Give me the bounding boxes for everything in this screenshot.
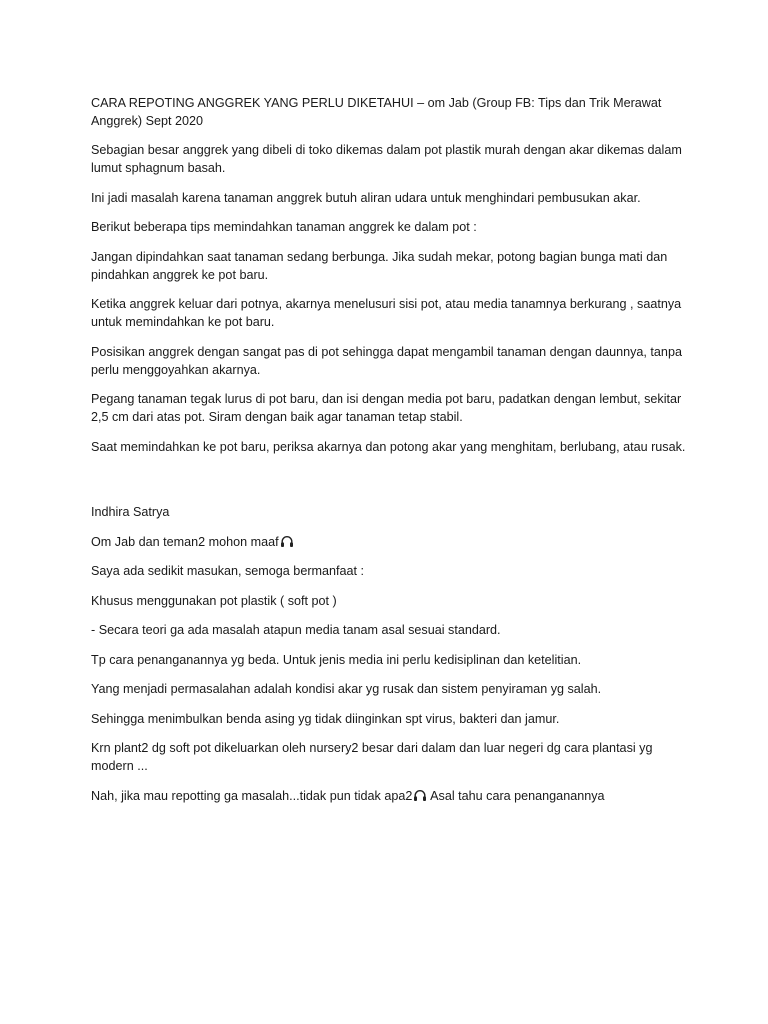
- paragraph: Sebagian besar anggrek yang dibeli di toko dikemas dalam pot plastik murah dengan akar dikemas dalam lumut sphagnum basah.: [91, 143, 682, 175]
- comment-greeting-line: [91, 533, 691, 551]
- comment-greeting: Om Jab dan teman2 mohon maaf: [91, 534, 279, 549]
- paragraph: Saat memindahkan ke pot baru, periksa akarnya dan potong akar yang menghitam, berlubang, atau rusak.: [91, 439, 686, 454]
- paragraph: Pegang tanaman tegak lurus di pot baru, dan isi dengan media pot baru, padatkan dengan lembut, sekitar 2,5 cm dari atas pot. Siram dengan baik agar tanaman tetap stabil.: [91, 392, 682, 424]
- comment-line: Krn plant2 dg soft pot dikeluarkan oleh nursery2 besar dari dalam dan luar negeri dg cara plantasi yg modern ...: [91, 741, 653, 773]
- paragraph: Berikut beberapa tips memindahkan tanaman anggrek ke dalam pot :: [91, 220, 477, 234]
- comment-author: Indhira Satrya: [91, 505, 170, 519]
- headphone-emoji-icon: [413, 789, 427, 802]
- comment-closing-after: Asal tahu cara penanganannya: [430, 788, 605, 803]
- comment-closing-before: Nah, jika mau repotting ga masalah...tidak pun tidak apa2: [91, 788, 413, 803]
- comment-closing-line: [91, 787, 691, 805]
- paragraph: Ini jadi masalah karena tanaman anggrek butuh aliran udara untuk menghindari pembusukan akar.: [91, 190, 641, 205]
- document-title: CARA REPOTING ANGGREK YANG PERLU DIKETAHUI – om Jab (Group FB: Tips dan Trik Merawat Anggrek) Sept 2020: [91, 96, 662, 128]
- comment-line: Saya ada sedikit masukan, semoga bermanfaat :: [91, 564, 365, 578]
- comment-line: Khusus menggunakan pot plastik ( soft pot ): [91, 593, 337, 608]
- comment-line: - Secara teori ga ada masalah atapun media tanam asal sesuai standard.: [91, 623, 501, 637]
- paragraph: Jangan dipindahkan saat tanaman sedang berbunga. Jika sudah mekar, potong bagian bunga mati dan pindahkan anggrek ke pot baru.: [91, 249, 668, 282]
- comment-line: Sehingga menimbulkan benda asing yg tidak diinginkan spt virus, bakteri dan jamur.: [91, 711, 560, 726]
- document-body: [91, 94, 691, 816]
- paragraph: Posisikan anggrek dengan sangat pas di pot sehingga dapat mengambil tanaman dengan daunnya, tanpa perlu menggoyahkan akarnya.: [91, 344, 682, 377]
- paragraph: Ketika anggrek keluar dari potnya, akarnya menelusuri sisi pot, atau media tanamnya berkurang , saatnya untuk memindahkan ke pot baru.: [91, 297, 682, 329]
- comment-line: Yang menjadi permasalahan adalah kondisi akar yg rusak dan sistem penyiraman yg salah.: [91, 682, 602, 696]
- comment-line: Tp cara penanganannya yg beda. Untuk jenis media ini perlu kedisiplinan dan ketelitian.: [91, 652, 582, 667]
- section-spacer: [91, 467, 691, 503]
- headphone-emoji-icon: [280, 535, 294, 548]
